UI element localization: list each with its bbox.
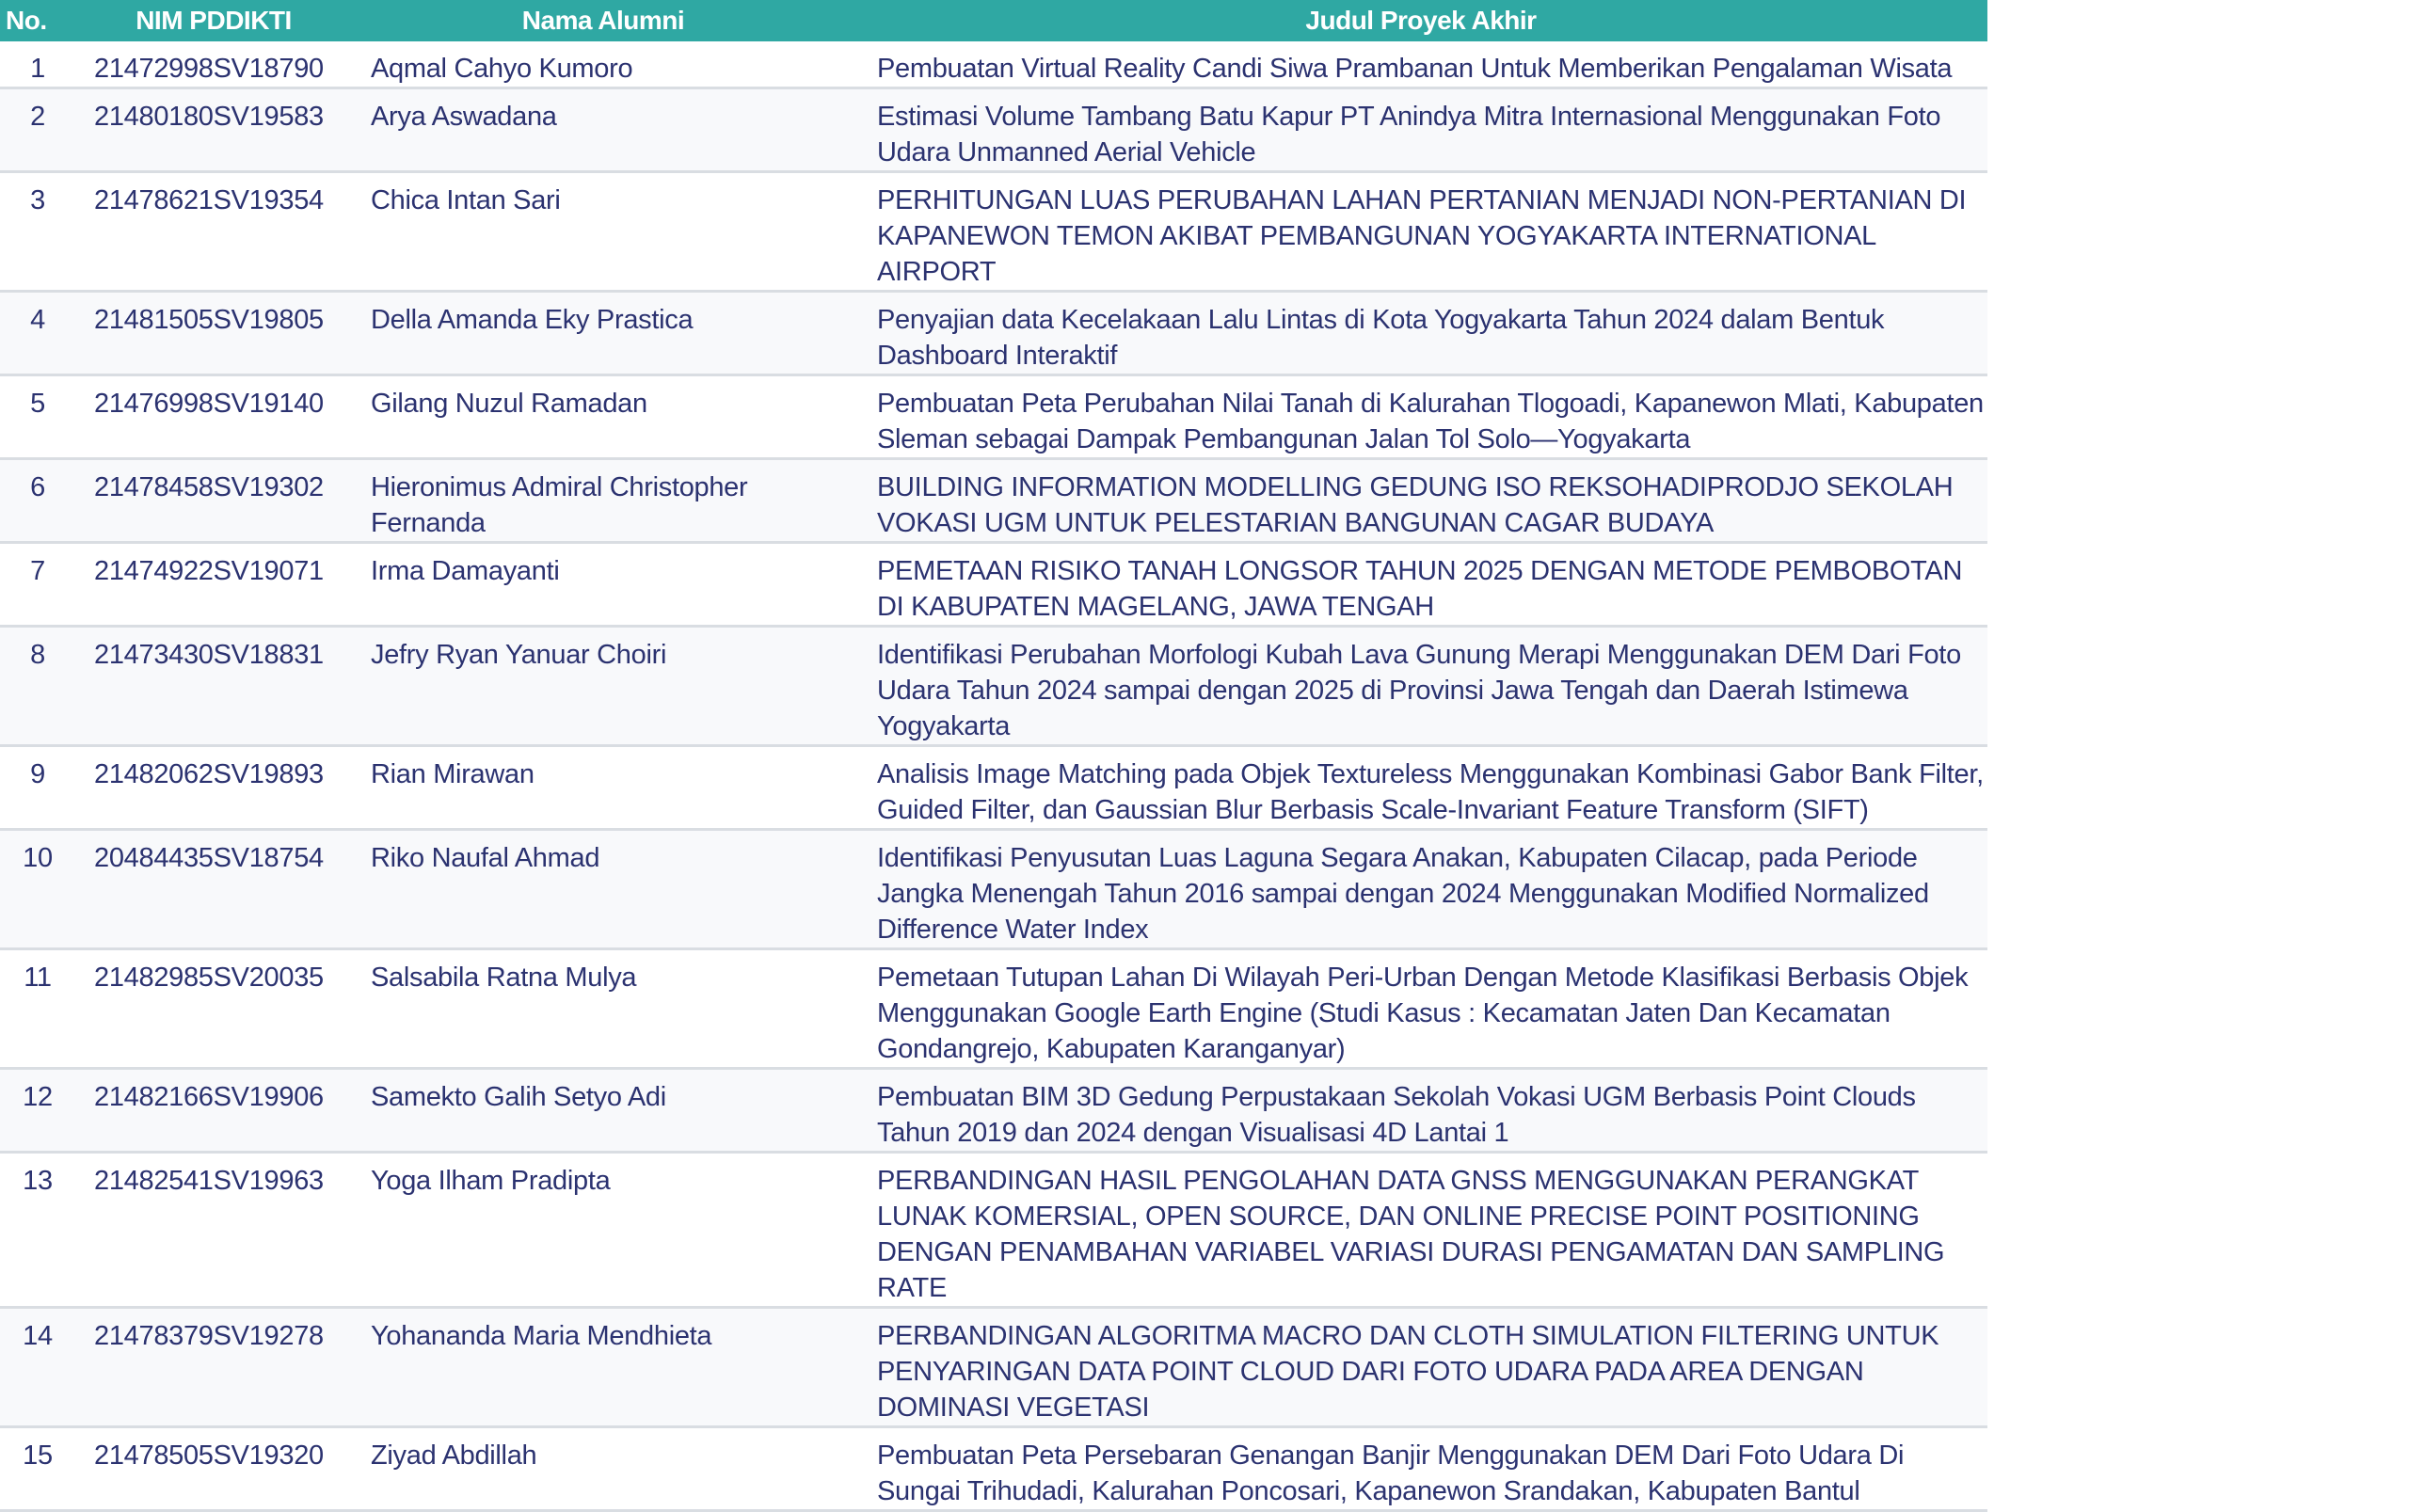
- cell-judul: Identifikasi Perubahan Morfologi Kubah Lava Gunung Merapi Menggunakan DEM Dari Foto Udara Tahun 2024 sampai dengan 2025 di Provinsi Jawa Tengah dan Daerah Istimewa Yogyakarta: [854, 627, 1987, 746]
- cell-nim: 20484435SV18754: [75, 830, 352, 949]
- cell-nama: Yohananda Maria Mendhieta: [352, 1308, 854, 1427]
- table-row: [0, 830, 1987, 949]
- header-row: [0, 0, 1987, 41]
- cell-nama: Salsabila Ratna Mulya: [352, 949, 854, 1069]
- cell-nama: Arya Aswadana: [352, 88, 854, 172]
- cell-nama: Riko Naufal Ahmad: [352, 830, 854, 949]
- cell-nim: 21482541SV19963: [75, 1153, 352, 1308]
- cell-nama: Gilang Nuzul Ramadan: [352, 375, 854, 459]
- cell-nim: 21472998SV18790: [75, 41, 352, 88]
- cell-judul: Penyajian data Kecelakaan Lalu Lintas di Kota Yogyakarta Tahun 2024 dalam Bentuk Dashboard Interaktif: [854, 292, 1987, 375]
- cell-no: 1: [0, 41, 75, 88]
- cell-nama: Samekto Galih Setyo Adi: [352, 1069, 854, 1153]
- cell-nim: 21482985SV20035: [75, 949, 352, 1069]
- cell-judul: Pemetaan Tutupan Lahan Di Wilayah Peri-Urban Dengan Metode Klasifikasi Berbasis Objek Menggunakan Google Earth Engine (Studi Kasus : Kecamatan Jaten Dan Kecamatan Gondangrejo, Kabupaten Karanganyar): [854, 949, 1987, 1069]
- cell-nim: 21480180SV19583: [75, 88, 352, 172]
- cell-no: 4: [0, 292, 75, 375]
- table-row: [0, 41, 1987, 88]
- table-row: [0, 949, 1987, 1069]
- cell-nim: 21476998SV19140: [75, 375, 352, 459]
- table-row: [0, 1153, 1987, 1308]
- table-row: [0, 292, 1987, 375]
- cell-nim: 21481505SV19805: [75, 292, 352, 375]
- cell-no: 13: [0, 1153, 75, 1308]
- header-nama: Nama Alumni: [352, 0, 854, 41]
- cell-nim: 21482062SV19893: [75, 746, 352, 830]
- table-row: [0, 543, 1987, 627]
- cell-no: 3: [0, 172, 75, 292]
- cell-no: 2: [0, 88, 75, 172]
- cell-judul: Pembuatan Peta Perubahan Nilai Tanah di Kalurahan Tlogoadi, Kapanewon Mlati, Kabupaten Sleman sebagai Dampak Pembangunan Jalan Tol Solo—Yogyakarta: [854, 375, 1987, 459]
- cell-judul: Pembuatan Virtual Reality Candi Siwa Prambanan Untuk Memberikan Pengalaman Wisata: [854, 41, 1987, 88]
- cell-no: 5: [0, 375, 75, 459]
- cell-nama: Della Amanda Eky Prastica: [352, 292, 854, 375]
- table-row: [0, 746, 1987, 830]
- table-row: [0, 1069, 1987, 1153]
- table-row: [0, 172, 1987, 292]
- cell-judul: BUILDING INFORMATION MODELLING GEDUNG ISO REKSOHADIPRODJO SEKOLAH VOKASI UGM UNTUK PELESTARIAN BANGUNAN CAGAR BUDAYA: [854, 459, 1987, 543]
- cell-nim: 21482166SV19906: [75, 1069, 352, 1153]
- cell-no: 10: [0, 830, 75, 949]
- cell-nim: 21478458SV19302: [75, 459, 352, 543]
- table-row: [0, 627, 1987, 746]
- cell-no: 12: [0, 1069, 75, 1153]
- cell-judul: Estimasi Volume Tambang Batu Kapur PT Anindya Mitra Internasional Menggunakan Foto Udara Unmanned Aerial Vehicle: [854, 88, 1987, 172]
- cell-no: 11: [0, 949, 75, 1069]
- table-body: [0, 41, 1987, 1511]
- cell-nama: Rian Mirawan: [352, 746, 854, 830]
- table-row: [0, 1308, 1987, 1427]
- cell-judul: Pembuatan BIM 3D Gedung Perpustakaan Sekolah Vokasi UGM Berbasis Point Clouds Tahun 2019 dan 2024 dengan Visualisasi 4D Lantai 1: [854, 1069, 1987, 1153]
- header-no: No.: [0, 0, 75, 41]
- cell-nama: Chica Intan Sari: [352, 172, 854, 292]
- cell-nama: Ziyad Abdillah: [352, 1427, 854, 1511]
- cell-no: 15: [0, 1427, 75, 1511]
- cell-no: 8: [0, 627, 75, 746]
- table-header: [0, 0, 1987, 41]
- cell-no: 6: [0, 459, 75, 543]
- cell-judul: PERBANDINGAN ALGORITMA MACRO DAN CLOTH SIMULATION FILTERING UNTUK PENYARINGAN DATA POINT CLOUD DARI FOTO UDARA PADA AREA DENGAN DOMINASI VEGETASI: [854, 1308, 1987, 1427]
- cell-nama: Jefry Ryan Yanuar Choiri: [352, 627, 854, 746]
- cell-judul: PERBANDINGAN HASIL PENGOLAHAN DATA GNSS MENGGUNAKAN PERANGKAT LUNAK KOMERSIAL, OPEN SOURCE, DAN ONLINE PRECISE POINT POSITIONING DENGAN PENAMBAHAN VARIABEL VARIASI DURASI PENGAMATAN DAN SAMPLING RATE: [854, 1153, 1987, 1308]
- table-row: [0, 375, 1987, 459]
- table-row: [0, 1427, 1987, 1511]
- cell-nim: 21478621SV19354: [75, 172, 352, 292]
- header-judul: Judul Proyek Akhir: [854, 0, 1987, 41]
- cell-nama: Yoga Ilham Pradipta: [352, 1153, 854, 1308]
- cell-no: 9: [0, 746, 75, 830]
- cell-nim: 21474922SV19071: [75, 543, 352, 627]
- table-row: [0, 88, 1987, 172]
- table-row: [0, 459, 1987, 543]
- cell-judul: Identifikasi Penyusutan Luas Laguna Segara Anakan, Kabupaten Cilacap, pada Periode Jangka Menengah Tahun 2016 sampai dengan 2024 Menggunakan Modified Normalized Difference Water Index: [854, 830, 1987, 949]
- cell-nama: Irma Damayanti: [352, 543, 854, 627]
- cell-nim: 21478379SV19278: [75, 1308, 352, 1427]
- cell-no: 14: [0, 1308, 75, 1427]
- cell-nim: 21473430SV18831: [75, 627, 352, 746]
- cell-judul: PEMETAAN RISIKO TANAH LONGSOR TAHUN 2025 DENGAN METODE PEMBOBOTAN DI KABUPATEN MAGELANG, JAWA TENGAH: [854, 543, 1987, 627]
- cell-nama: Aqmal Cahyo Kumoro: [352, 41, 854, 88]
- cell-nama: Hieronimus Admiral Christopher Fernanda: [352, 459, 854, 543]
- cell-no: 7: [0, 543, 75, 627]
- cell-judul: PERHITUNGAN LUAS PERUBAHAN LAHAN PERTANIAN MENJADI NON-PERTANIAN DI KAPANEWON TEMON AKIBAT PEMBANGUNAN YOGYAKARTA INTERNATIONAL AIRPORT: [854, 172, 1987, 292]
- cell-judul: Pembuatan Peta Persebaran Genangan Banjir Menggunakan DEM Dari Foto Udara Di Sungai Trihudadi, Kalurahan Poncosari, Kapanewon Srandakan, Kabupaten Bantul: [854, 1427, 1987, 1511]
- cell-judul: Analisis Image Matching pada Objek Textureless Menggunakan Kombinasi Gabor Bank Filter, Guided Filter, dan Gaussian Blur Berbasis Scale-Invariant Feature Transform (SIFT): [854, 746, 1987, 830]
- header-nim: NIM PDDIKTI: [75, 0, 352, 41]
- cell-nim: 21478505SV19320: [75, 1427, 352, 1511]
